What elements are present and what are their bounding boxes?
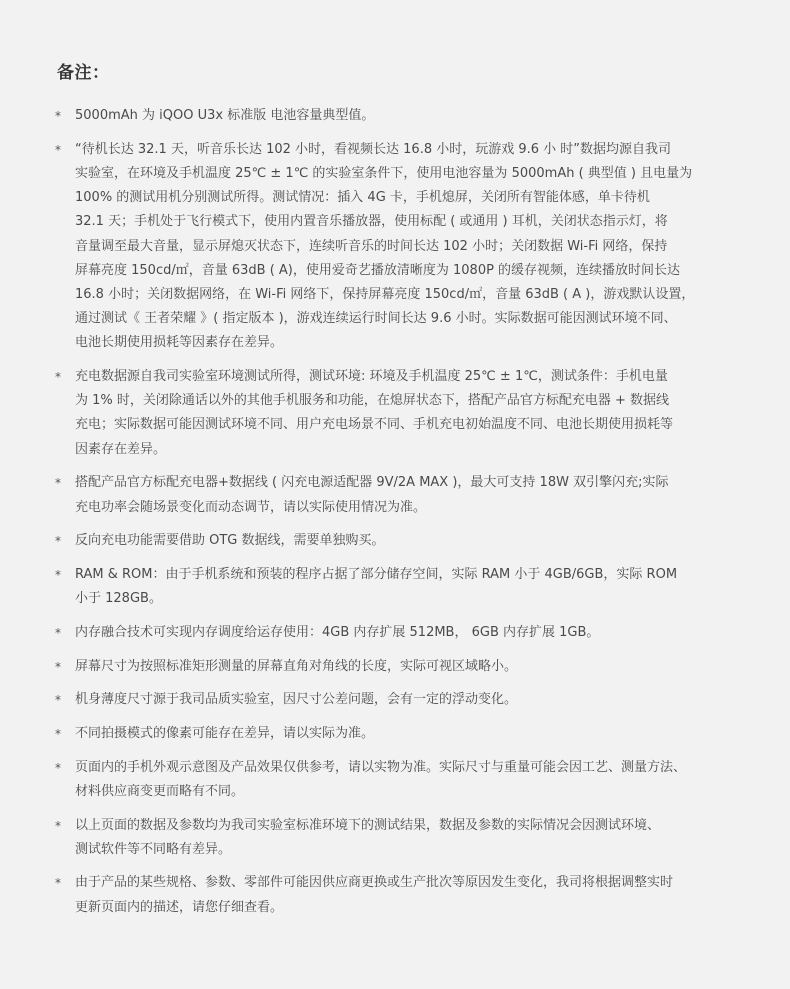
bullet-asterisk: * — [55, 726, 61, 741]
note-item — [55, 655, 745, 679]
note-text-line: RAM & ROM：由于手机系统和预装的程序占据了部分储存空间，实际 RAM 小于 4GB/6GB，实际 ROM — [75, 566, 678, 582]
note-text-line: 内存融合技术可实现内存调度给运存使用：4GB 内存扩展 512MB， 6GB 内存扩展 1GB。 — [75, 624, 600, 640]
note-item — [55, 104, 745, 128]
bullet-asterisk: * — [55, 818, 61, 833]
bullet-asterisk: * — [55, 625, 61, 640]
note-text-line: 因素存在差异。 — [75, 441, 167, 457]
bullet-asterisk: * — [55, 659, 61, 674]
notes-heading: 备注： — [57, 63, 110, 83]
note-text-line: 反向充电功能需要借助 OTG 数据线，需要单独购买。 — [75, 533, 385, 549]
note-text-line: 电池长期使用损耗等因素存在差异。 — [75, 335, 284, 351]
note-item — [55, 365, 745, 462]
note-text-line: 充电功率会随场景变化而动态调节，请以实际使用情况为准。 — [75, 499, 427, 515]
note-text-line: 32.1 天；手机处于飞行模式下，使用内置音乐播放器，使用标配 ( 或通用 ) 耳机，关闭状态指示灯，将 — [75, 214, 668, 230]
bullet-asterisk: * — [55, 760, 61, 775]
note-text-line: 为 1% 时，关闭除通话以外的其他手机服务和功能，在熄屏状态下，搭配产品官方标配充电器 + 数据线 — [75, 393, 670, 409]
bullet-asterisk: * — [55, 876, 61, 891]
bullet-asterisk: * — [55, 109, 61, 123]
bullet-asterisk: * — [55, 370, 61, 385]
note-text-line: 屏幕亮度 150cd/㎡，音量 63dB ( A)，使用爱奇艺播放清晰度为 1080P 的缓存视频，连续播放时间长达 — [75, 262, 681, 278]
note-item — [55, 471, 745, 519]
bullet-asterisk: * — [55, 693, 61, 708]
note-text-line: 由于产品的某些规格、参数、零部件可能因供应商更换或生产批次等原因发生变化，我司将根据调整实时 — [75, 875, 674, 891]
note-item — [55, 621, 745, 645]
note-item — [55, 563, 745, 611]
note-text-line: 音量调至最大音量，显示屏熄灭状态下，连续听音乐的时间长达 102 小时；关闭数据 Wi-Fi 网络，保持 — [75, 238, 668, 254]
note-text-line: 充电数据源自我司实验室环境测试所得，测试环境: 环境及手机温度 25℃ ± 1℃，测试条件：手机电量 — [75, 369, 668, 385]
bullet-asterisk: * — [55, 534, 61, 549]
note-text-line: 通过测试《 王者荣耀 》( 指定版本 )，游戏连续运行时间长达 9.6 小时。实际数据可能因测试环境不同、 — [75, 311, 677, 327]
note-text-line: 5000mAh 为 iQOO U3x 标准版 电池容量典型值。 — [75, 108, 375, 123]
bullet-asterisk: * — [55, 476, 61, 491]
note-text-line: 页面内的手机外观示意图及产品效果仅供参考，请以实物为准。实际尺寸与重量可能会因工艺、测量方法、 — [75, 759, 687, 775]
bullet-asterisk: * — [55, 567, 61, 582]
note-item — [55, 138, 745, 356]
note-text-line: 100% 的测试用机分别测试所得。测试情况：插入 4G 卡，手机熄屏，关闭所有智能体感，单卡待机 — [75, 190, 650, 206]
note-text-line: 16.8 小时；关闭数据网络，在 Wi-Fi 网络下，保持屏幕亮度 150cd/㎡，音量 63dB ( A )，游戏默认设置， — [75, 286, 695, 302]
note-item — [55, 722, 745, 746]
note-text-line: 屏幕尺寸为按照标准矩形测量的屏幕直角对角线的长度，实际可视区域略小。 — [75, 658, 518, 674]
note-item — [55, 871, 745, 919]
note-text-line: 实验室，在环境及手机温度 25℃ ± 1℃ 的实验室条件下，使用电池容量为 5000mAh ( 典型值 ) 且电量为 — [75, 165, 693, 181]
note-text-line: 以上页面的数据及参数均为我司实验室标准环境下的测试结果，数据及参数的实际情况会因测试环境、 — [75, 817, 661, 833]
bullet-asterisk: * — [55, 142, 61, 157]
note-item — [55, 814, 745, 862]
note-text-line: 更新页面内的描述，请您仔细查看。 — [75, 899, 284, 915]
note-item — [55, 529, 745, 553]
note-item — [55, 756, 745, 804]
note-text-line: 机身薄度尺寸源于我司品质实验室，因尺寸公差问题，会有一定的浮动变化。 — [75, 692, 518, 708]
note-text-line: 小于 128GB。 — [75, 591, 162, 607]
note-item — [55, 688, 745, 712]
note-text-line: 材料供应商变更而略有不同。 — [75, 783, 245, 799]
note-text-line: 充电；实际数据可能因测试环境不同、用户充电场景不同、手机充电初始温度不同、电池长期使用损耗等 — [75, 417, 674, 433]
note-text-line: 测试软件等不同略有差异。 — [75, 841, 232, 857]
note-text-line: 搭配产品官方标配充电器+数据线 ( 闪充电源适配器 9V/2A MAX )，最大可支持 18W 双引擎闪充;实际 — [75, 475, 669, 491]
notes-list — [55, 104, 745, 929]
note-text-line: “待机长达 32.1 天，听音乐长达 102 小时，看视频长达 16.8 小时，玩游戏 9.6 小 时”数据均源自我司 — [75, 141, 672, 157]
note-text-line: 不同拍摄模式的像素可能存在差异，请以实际为准。 — [75, 725, 375, 741]
